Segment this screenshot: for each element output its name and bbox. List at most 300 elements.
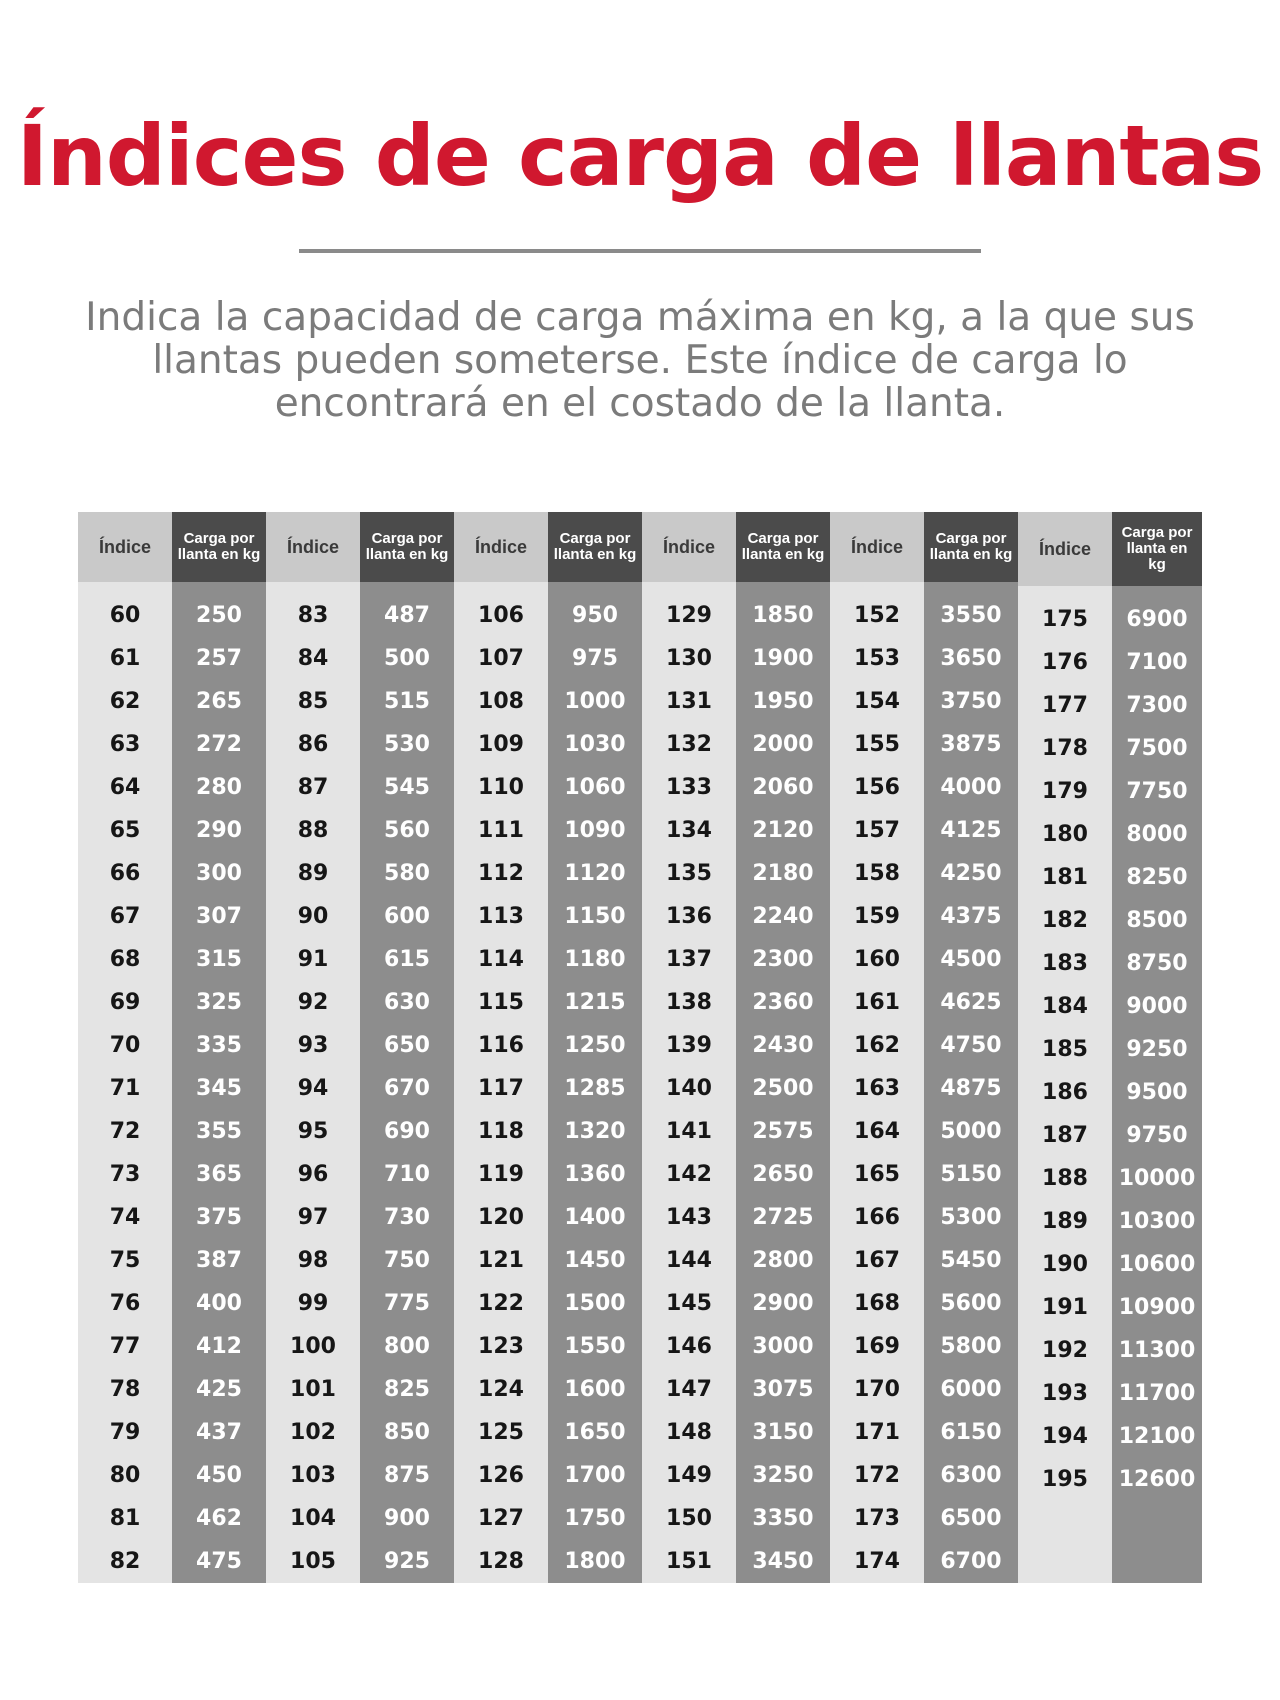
index-cell: 82 xyxy=(109,1549,141,1574)
load-cell: 2500 xyxy=(752,1076,814,1101)
index-cell: 161 xyxy=(854,990,900,1015)
index-cell: 142 xyxy=(666,1162,712,1187)
load-cell: 365 xyxy=(196,1162,242,1187)
load-cell: 1850 xyxy=(752,603,814,628)
load-header: Carga por llanta en kg xyxy=(548,512,642,582)
index-cell: 70 xyxy=(109,1033,141,1058)
index-cell: 135 xyxy=(666,861,712,886)
load-cell: 1500 xyxy=(564,1291,626,1316)
load-cell: 375 xyxy=(196,1205,242,1230)
load-cell: 2000 xyxy=(752,732,814,757)
index-cell: 75 xyxy=(109,1248,141,1273)
load-cell: 7500 xyxy=(1126,736,1188,761)
load-header: Carga por llanta en kg xyxy=(1112,512,1202,586)
load-cell: 3000 xyxy=(752,1334,814,1359)
load-header: Carga por llanta en kg xyxy=(360,512,454,582)
load-cell: 437 xyxy=(196,1420,242,1445)
index-cell: 133 xyxy=(666,775,712,800)
index-cell: 166 xyxy=(854,1205,900,1230)
load-header: Carga por llanta en kg xyxy=(924,512,1018,582)
load-column-6 xyxy=(1112,512,1202,1583)
index-cell: 114 xyxy=(478,947,524,972)
index-cell: 193 xyxy=(1042,1381,1088,1406)
load-cell: 250 xyxy=(196,603,242,628)
load-cell: 2060 xyxy=(752,775,814,800)
index-column-4 xyxy=(642,512,736,1583)
load-column-3 xyxy=(548,512,642,1583)
index-cell: 124 xyxy=(478,1377,524,1402)
index-cell: 68 xyxy=(109,947,141,972)
index-cell: 174 xyxy=(854,1549,900,1574)
index-cell: 158 xyxy=(854,861,900,886)
load-cell: 2120 xyxy=(752,818,814,843)
index-cell: 162 xyxy=(854,1033,900,1058)
index-cell: 130 xyxy=(666,646,712,671)
index-cell: 107 xyxy=(478,646,524,671)
load-cell: 6000 xyxy=(940,1377,1002,1402)
index-cell: 65 xyxy=(109,818,141,843)
index-cell: 86 xyxy=(297,732,329,757)
index-cell: 71 xyxy=(109,1076,141,1101)
index-cell: 138 xyxy=(666,990,712,1015)
index-cell: 77 xyxy=(109,1334,141,1359)
load-cell: 1400 xyxy=(564,1205,626,1230)
load-cell: 1090 xyxy=(564,818,626,843)
index-cell: 109 xyxy=(478,732,524,757)
index-cell: 154 xyxy=(854,689,900,714)
index-cell: 140 xyxy=(666,1076,712,1101)
load-cell: 3350 xyxy=(752,1506,814,1531)
index-cell: 153 xyxy=(854,646,900,671)
index-cell: 168 xyxy=(854,1291,900,1316)
load-cell: 2300 xyxy=(752,947,814,972)
load-cell: 10900 xyxy=(1118,1295,1196,1320)
index-cell: 123 xyxy=(478,1334,524,1359)
index-cell: 177 xyxy=(1042,693,1088,718)
index-cell: 60 xyxy=(109,603,141,628)
load-cell: 2575 xyxy=(752,1119,814,1144)
index-cell: 116 xyxy=(478,1033,524,1058)
index-cell: 98 xyxy=(297,1248,329,1273)
load-cell: 2650 xyxy=(752,1162,814,1187)
load-cell: 650 xyxy=(384,1033,430,1058)
load-cell: 8250 xyxy=(1126,865,1188,890)
index-cell: 164 xyxy=(854,1119,900,1144)
index-cell: 127 xyxy=(478,1506,524,1531)
load-cell: 12600 xyxy=(1118,1467,1196,1492)
index-cell: 190 xyxy=(1042,1252,1088,1277)
load-cell: 900 xyxy=(384,1506,430,1531)
index-cell: 180 xyxy=(1042,822,1088,847)
index-cell: 110 xyxy=(478,775,524,800)
index-cell: 78 xyxy=(109,1377,141,1402)
index-cell: 152 xyxy=(854,603,900,628)
load-cell: 9500 xyxy=(1126,1080,1188,1105)
index-cell: 137 xyxy=(666,947,712,972)
load-cell: 387 xyxy=(196,1248,242,1273)
load-cell: 950 xyxy=(572,603,618,628)
index-cell: 118 xyxy=(478,1119,524,1144)
index-column-3 xyxy=(454,512,548,1583)
load-cell: 9250 xyxy=(1126,1037,1188,1062)
page-subtitle: Indica la capacidad de carga máxima en kg, a la que sus llantas pueden someterse. Este índice de carga lo encontrará en el costado de la llanta. xyxy=(85,295,1195,426)
load-cell: 530 xyxy=(384,732,430,757)
load-cell: 5450 xyxy=(940,1248,1002,1273)
load-cell: 315 xyxy=(196,947,242,972)
load-cell: 2180 xyxy=(752,861,814,886)
index-cell: 169 xyxy=(854,1334,900,1359)
load-cell: 5000 xyxy=(940,1119,1002,1144)
index-cell: 91 xyxy=(297,947,329,972)
index-cell: 103 xyxy=(290,1463,336,1488)
index-cell: 131 xyxy=(666,689,712,714)
load-cell: 3650 xyxy=(940,646,1002,671)
index-column-6 xyxy=(1018,512,1112,1583)
index-cell: 192 xyxy=(1042,1338,1088,1363)
index-cell: 67 xyxy=(109,904,141,929)
load-cell: 462 xyxy=(196,1506,242,1531)
load-cell: 290 xyxy=(196,818,242,843)
index-cell: 106 xyxy=(478,603,524,628)
index-cell: 102 xyxy=(290,1420,336,1445)
index-cell: 125 xyxy=(478,1420,524,1445)
index-column-5 xyxy=(830,512,924,1583)
index-cell: 115 xyxy=(478,990,524,1015)
load-cell: 975 xyxy=(572,646,618,671)
load-cell: 1250 xyxy=(564,1033,626,1058)
index-cell: 132 xyxy=(666,732,712,757)
index-cell: 139 xyxy=(666,1033,712,1058)
index-cell: 92 xyxy=(297,990,329,1015)
index-cell: 104 xyxy=(290,1506,336,1531)
index-cell: 126 xyxy=(478,1463,524,1488)
index-cell: 74 xyxy=(109,1205,141,1230)
load-cell: 630 xyxy=(384,990,430,1015)
index-cell: 69 xyxy=(109,990,141,1015)
load-cell: 3750 xyxy=(940,689,1002,714)
load-cell: 500 xyxy=(384,646,430,671)
load-cell: 2240 xyxy=(752,904,814,929)
load-cell: 670 xyxy=(384,1076,430,1101)
load-cell: 1700 xyxy=(564,1463,626,1488)
load-header: Carga por llanta en kg xyxy=(172,512,266,582)
index-cell: 141 xyxy=(666,1119,712,1144)
index-cell: 144 xyxy=(666,1248,712,1273)
index-cell: 171 xyxy=(854,1420,900,1445)
index-cell: 94 xyxy=(297,1076,329,1101)
index-header: Índice xyxy=(642,512,736,582)
index-header: Índice xyxy=(830,512,924,582)
load-cell: 515 xyxy=(384,689,430,714)
load-cell: 6900 xyxy=(1126,607,1188,632)
load-cell: 5150 xyxy=(940,1162,1002,1187)
load-cell: 4375 xyxy=(940,904,1002,929)
load-cell: 7300 xyxy=(1126,693,1188,718)
index-cell: 145 xyxy=(666,1291,712,1316)
load-cell: 1285 xyxy=(564,1076,626,1101)
index-cell: 63 xyxy=(109,732,141,757)
index-cell: 179 xyxy=(1042,779,1088,804)
load-cell: 1750 xyxy=(564,1506,626,1531)
load-column-1 xyxy=(172,512,266,1583)
load-cell: 3450 xyxy=(752,1549,814,1574)
load-cell: 6500 xyxy=(940,1506,1002,1531)
index-cell: 113 xyxy=(478,904,524,929)
index-cell: 185 xyxy=(1042,1037,1088,1062)
index-cell: 170 xyxy=(854,1377,900,1402)
load-cell: 3075 xyxy=(752,1377,814,1402)
load-cell: 1800 xyxy=(564,1549,626,1574)
index-cell: 85 xyxy=(297,689,329,714)
load-cell: 3250 xyxy=(752,1463,814,1488)
load-cell: 9750 xyxy=(1126,1123,1188,1148)
load-cell: 3550 xyxy=(940,603,1002,628)
load-cell: 1150 xyxy=(564,904,626,929)
index-cell: 178 xyxy=(1042,736,1088,761)
load-cell: 3875 xyxy=(940,732,1002,757)
index-cell: 149 xyxy=(666,1463,712,1488)
load-cell: 412 xyxy=(196,1334,242,1359)
index-cell: 95 xyxy=(297,1119,329,1144)
load-cell: 307 xyxy=(196,904,242,929)
load-column-2 xyxy=(360,512,454,1583)
load-cell: 775 xyxy=(384,1291,430,1316)
load-cell: 560 xyxy=(384,818,430,843)
load-cell: 850 xyxy=(384,1420,430,1445)
index-cell: 172 xyxy=(854,1463,900,1488)
index-cell: 150 xyxy=(666,1506,712,1531)
index-header: Índice xyxy=(1018,512,1112,586)
load-cell: 825 xyxy=(384,1377,430,1402)
load-cell: 2430 xyxy=(752,1033,814,1058)
index-cell: 87 xyxy=(297,775,329,800)
load-cell: 272 xyxy=(196,732,242,757)
load-cell: 4250 xyxy=(940,861,1002,886)
load-cell: 300 xyxy=(196,861,242,886)
load-cell: 9000 xyxy=(1126,994,1188,1019)
index-cell: 167 xyxy=(854,1248,900,1273)
load-cell: 280 xyxy=(196,775,242,800)
index-cell: 181 xyxy=(1042,865,1088,890)
load-cell: 4750 xyxy=(940,1033,1002,1058)
index-cell: 76 xyxy=(109,1291,141,1316)
index-cell: 79 xyxy=(109,1420,141,1445)
load-cell: 1900 xyxy=(752,646,814,671)
load-cell: 10000 xyxy=(1118,1166,1196,1191)
index-cell: 64 xyxy=(109,775,141,800)
index-cell: 188 xyxy=(1042,1166,1088,1191)
load-cell: 1030 xyxy=(564,732,626,757)
index-cell: 147 xyxy=(666,1377,712,1402)
index-cell: 96 xyxy=(297,1162,329,1187)
index-header: Índice xyxy=(78,512,172,582)
index-cell: 120 xyxy=(478,1205,524,1230)
load-index-table xyxy=(78,512,1202,1583)
index-cell: 105 xyxy=(290,1549,336,1574)
load-cell: 8500 xyxy=(1126,908,1188,933)
index-cell: 156 xyxy=(854,775,900,800)
load-cell: 545 xyxy=(384,775,430,800)
index-cell: 83 xyxy=(297,603,329,628)
load-cell: 1215 xyxy=(564,990,626,1015)
index-cell: 73 xyxy=(109,1162,141,1187)
load-cell: 600 xyxy=(384,904,430,929)
index-cell: 122 xyxy=(478,1291,524,1316)
index-cell: 157 xyxy=(854,818,900,843)
load-cell: 8750 xyxy=(1126,951,1188,976)
index-cell: 100 xyxy=(290,1334,336,1359)
load-cell: 5300 xyxy=(940,1205,1002,1230)
load-cell: 1360 xyxy=(564,1162,626,1187)
load-cell: 1550 xyxy=(564,1334,626,1359)
index-cell: 62 xyxy=(109,689,141,714)
load-cell: 257 xyxy=(196,646,242,671)
load-cell: 5800 xyxy=(940,1334,1002,1359)
load-cell: 4625 xyxy=(940,990,1002,1015)
load-cell: 265 xyxy=(196,689,242,714)
index-cell: 151 xyxy=(666,1549,712,1574)
load-cell: 1180 xyxy=(564,947,626,972)
index-cell: 176 xyxy=(1042,650,1088,675)
load-cell: 1600 xyxy=(564,1377,626,1402)
index-cell: 90 xyxy=(297,904,329,929)
load-cell: 615 xyxy=(384,947,430,972)
load-cell: 580 xyxy=(384,861,430,886)
index-cell: 134 xyxy=(666,818,712,843)
index-cell: 72 xyxy=(109,1119,141,1144)
load-cell: 1000 xyxy=(564,689,626,714)
load-cell: 425 xyxy=(196,1377,242,1402)
index-cell: 89 xyxy=(297,861,329,886)
load-cell: 2360 xyxy=(752,990,814,1015)
load-cell: 487 xyxy=(384,603,430,628)
load-cell: 3150 xyxy=(752,1420,814,1445)
load-cell: 475 xyxy=(196,1549,242,1574)
index-cell: 195 xyxy=(1042,1467,1088,1492)
load-cell: 11700 xyxy=(1118,1381,1196,1406)
load-header: Carga por llanta en kg xyxy=(736,512,830,582)
load-cell: 6300 xyxy=(940,1463,1002,1488)
index-cell: 128 xyxy=(478,1549,524,1574)
load-cell: 345 xyxy=(196,1076,242,1101)
index-cell: 112 xyxy=(478,861,524,886)
load-cell: 690 xyxy=(384,1119,430,1144)
index-cell: 101 xyxy=(290,1377,336,1402)
index-cell: 173 xyxy=(854,1506,900,1531)
index-cell: 160 xyxy=(854,947,900,972)
load-column-4 xyxy=(736,512,830,1583)
load-cell: 335 xyxy=(196,1033,242,1058)
load-cell: 10600 xyxy=(1118,1252,1196,1277)
load-cell: 6150 xyxy=(940,1420,1002,1445)
load-cell: 4000 xyxy=(940,775,1002,800)
index-cell: 93 xyxy=(297,1033,329,1058)
index-cell: 136 xyxy=(666,904,712,929)
index-cell: 66 xyxy=(109,861,141,886)
index-cell: 119 xyxy=(478,1162,524,1187)
load-cell: 710 xyxy=(384,1162,430,1187)
load-cell: 1060 xyxy=(564,775,626,800)
load-cell: 450 xyxy=(196,1463,242,1488)
index-cell: 80 xyxy=(109,1463,141,1488)
load-cell: 4875 xyxy=(940,1076,1002,1101)
index-cell: 148 xyxy=(666,1420,712,1445)
load-cell: 325 xyxy=(196,990,242,1015)
load-cell: 2900 xyxy=(752,1291,814,1316)
index-cell: 97 xyxy=(297,1205,329,1230)
index-cell: 99 xyxy=(297,1291,329,1316)
load-cell: 12100 xyxy=(1118,1424,1196,1449)
load-cell: 750 xyxy=(384,1248,430,1273)
index-cell: 189 xyxy=(1042,1209,1088,1234)
load-cell: 7100 xyxy=(1126,650,1188,675)
index-cell: 88 xyxy=(297,818,329,843)
load-cell: 1120 xyxy=(564,861,626,886)
load-cell: 2725 xyxy=(752,1205,814,1230)
load-cell: 6700 xyxy=(940,1549,1002,1574)
index-cell: 81 xyxy=(109,1506,141,1531)
load-cell: 800 xyxy=(384,1334,430,1359)
load-cell: 4500 xyxy=(940,947,1002,972)
index-cell: 111 xyxy=(478,818,524,843)
index-cell: 61 xyxy=(109,646,141,671)
load-cell: 925 xyxy=(384,1549,430,1574)
title-divider xyxy=(299,249,981,253)
load-cell: 875 xyxy=(384,1463,430,1488)
load-cell: 7750 xyxy=(1126,779,1188,804)
page-title: Índices de carga de llantas xyxy=(16,107,1264,205)
index-cell: 194 xyxy=(1042,1424,1088,1449)
index-cell: 187 xyxy=(1042,1123,1088,1148)
index-cell: 184 xyxy=(1042,994,1088,1019)
index-cell: 108 xyxy=(478,689,524,714)
index-cell: 191 xyxy=(1042,1295,1088,1320)
index-cell: 165 xyxy=(854,1162,900,1187)
index-cell: 146 xyxy=(666,1334,712,1359)
index-cell: 175 xyxy=(1042,607,1088,632)
index-cell: 84 xyxy=(297,646,329,671)
load-cell: 355 xyxy=(196,1119,242,1144)
load-cell: 1650 xyxy=(564,1420,626,1445)
index-cell: 186 xyxy=(1042,1080,1088,1105)
load-cell: 1950 xyxy=(752,689,814,714)
index-column-1 xyxy=(78,512,172,1583)
load-column-5 xyxy=(924,512,1018,1583)
load-cell: 1320 xyxy=(564,1119,626,1144)
index-cell: 163 xyxy=(854,1076,900,1101)
load-cell: 10300 xyxy=(1118,1209,1196,1234)
index-header: Índice xyxy=(454,512,548,582)
index-cell: 129 xyxy=(666,603,712,628)
index-cell: 183 xyxy=(1042,951,1088,976)
index-cell: 121 xyxy=(478,1248,524,1273)
load-cell: 1450 xyxy=(564,1248,626,1273)
index-cell: 155 xyxy=(854,732,900,757)
index-column-2 xyxy=(266,512,360,1583)
load-cell: 730 xyxy=(384,1205,430,1230)
load-cell: 8000 xyxy=(1126,822,1188,847)
load-cell: 400 xyxy=(196,1291,242,1316)
index-cell: 143 xyxy=(666,1205,712,1230)
load-cell: 11300 xyxy=(1118,1338,1196,1363)
index-cell: 117 xyxy=(478,1076,524,1101)
load-cell: 4125 xyxy=(940,818,1002,843)
index-header: Índice xyxy=(266,512,360,582)
index-cell: 159 xyxy=(854,904,900,929)
load-cell: 2800 xyxy=(752,1248,814,1273)
load-cell: 5600 xyxy=(940,1291,1002,1316)
index-cell: 182 xyxy=(1042,908,1088,933)
